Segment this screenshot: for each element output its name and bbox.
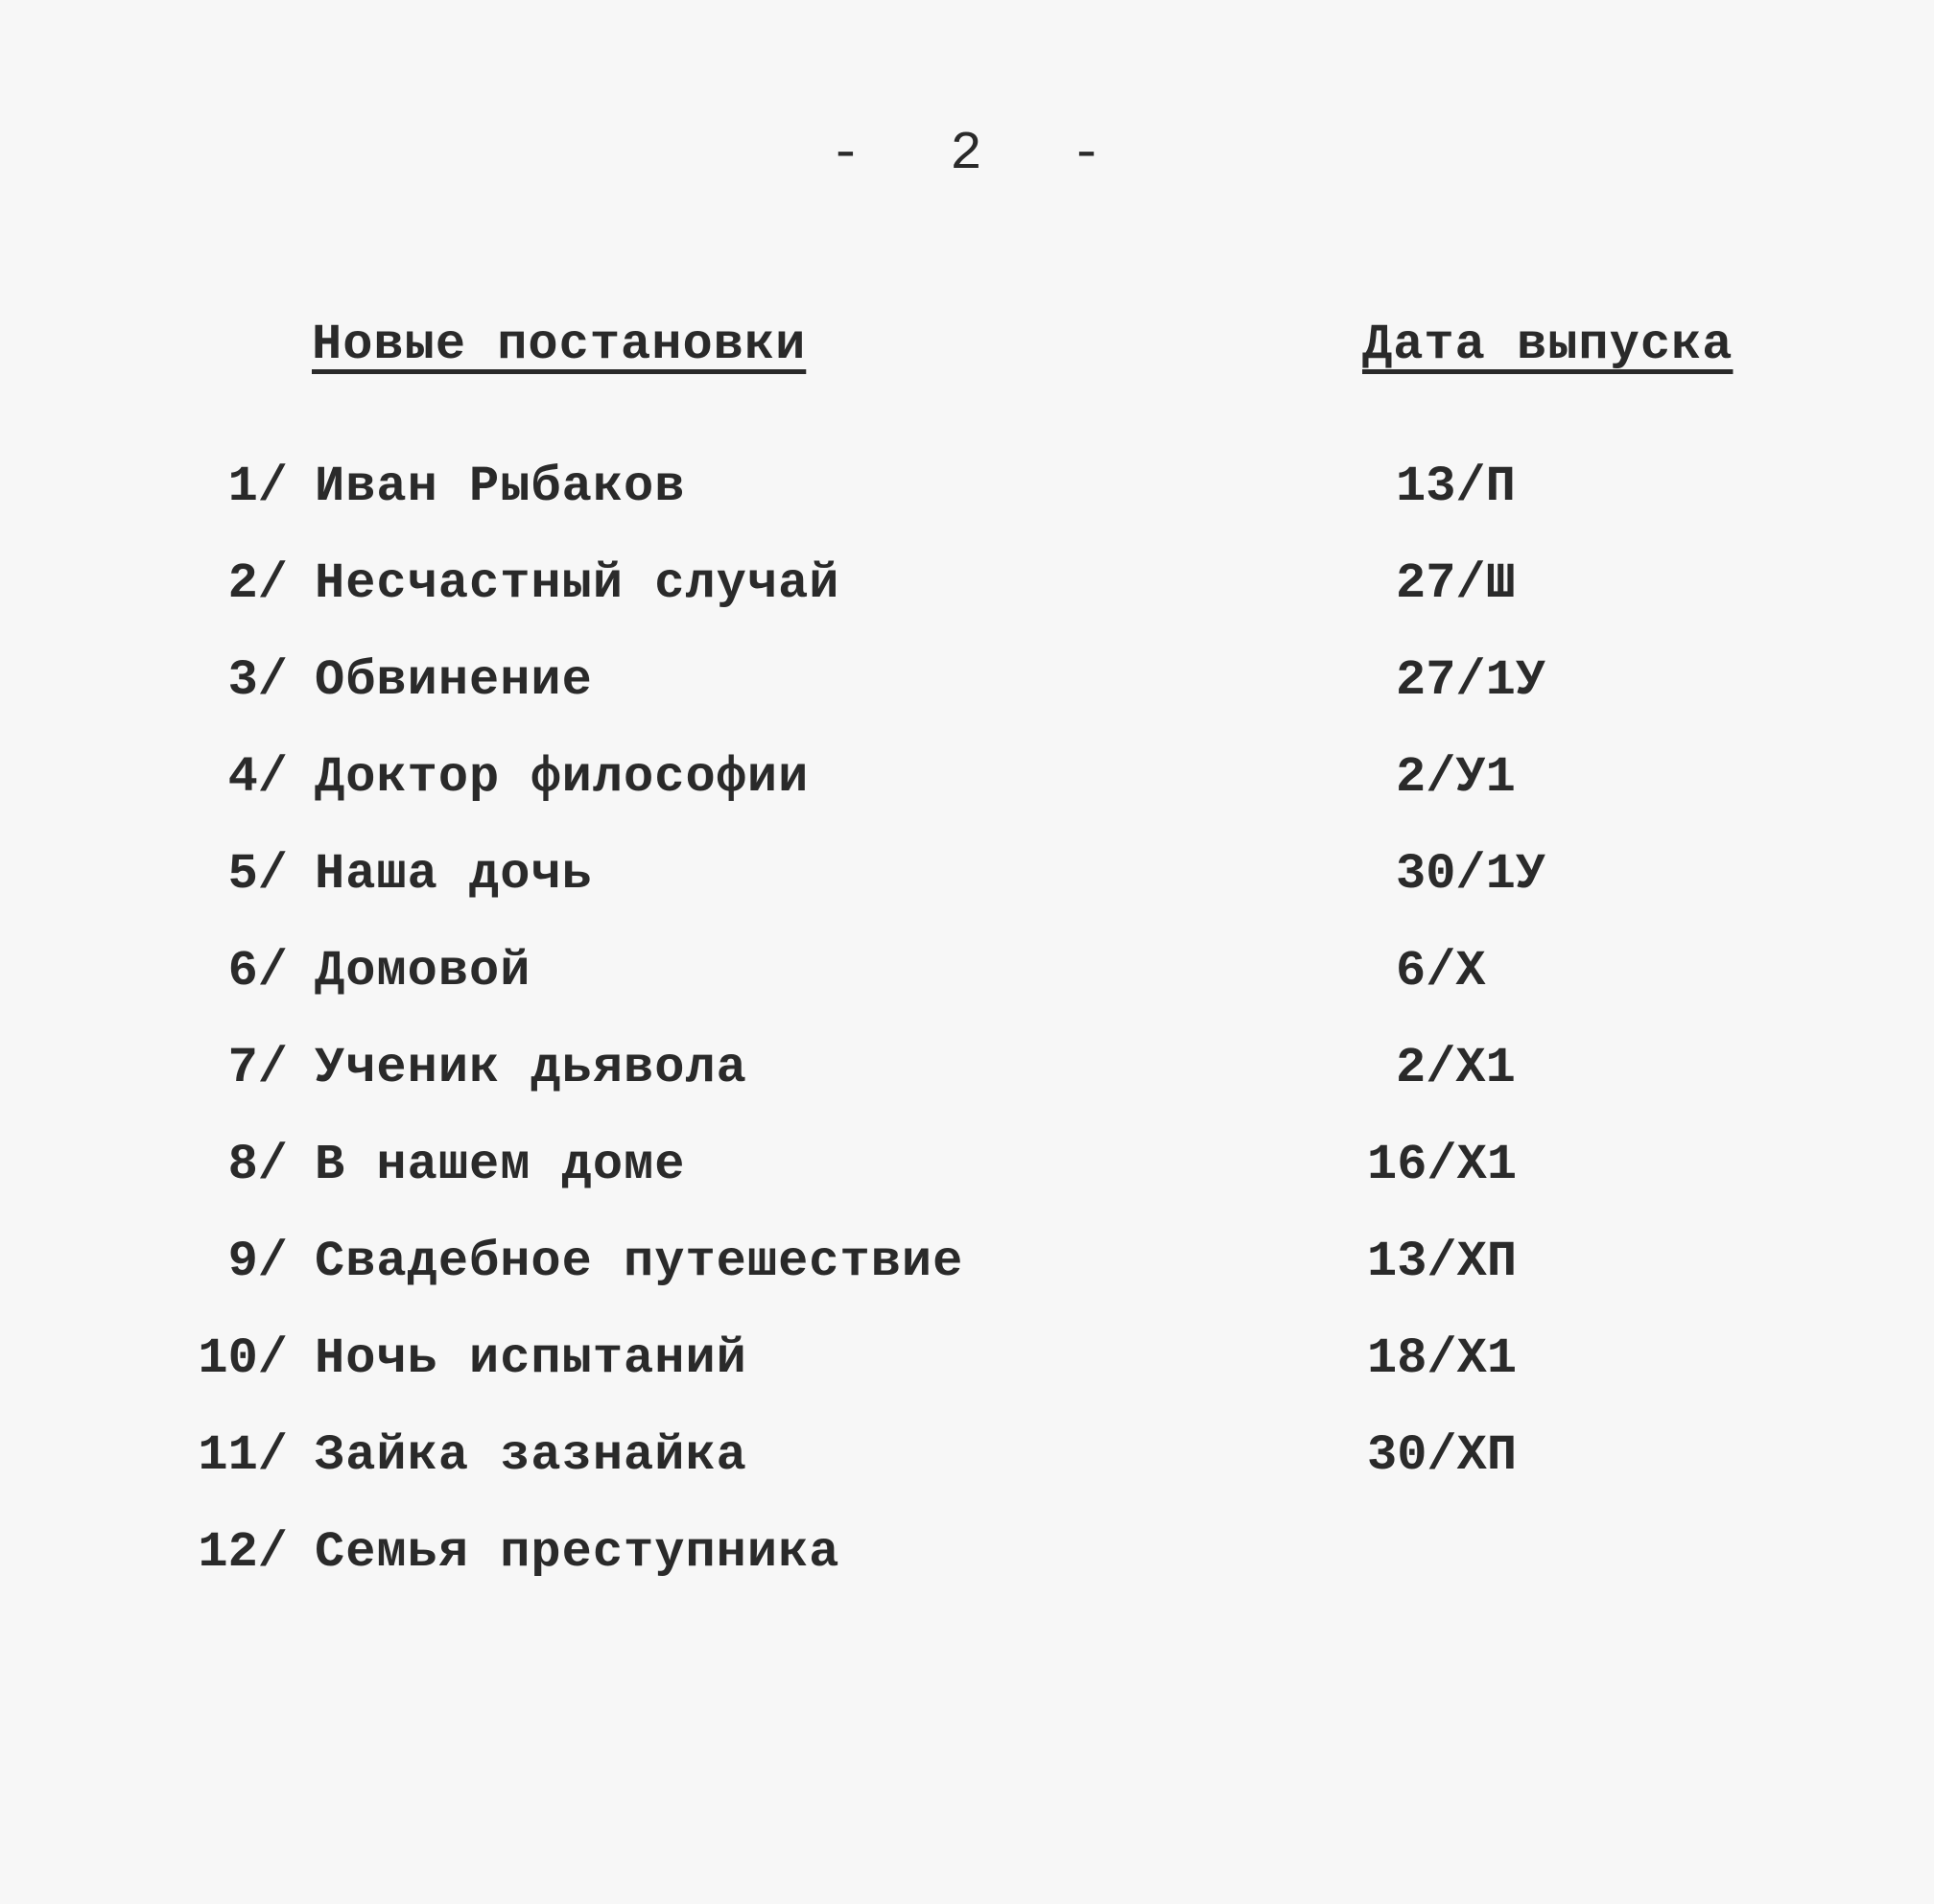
list-item [0, 749, 1934, 846]
item-date: 30/1У [1396, 846, 1546, 903]
item-title: В нашем доме [315, 1137, 686, 1193]
item-number: 4/ [227, 749, 288, 806]
item-number: 3/ [227, 652, 288, 709]
column-header-title: Новые постановки [312, 317, 807, 373]
list-item [0, 1040, 1934, 1137]
item-title: Иван Рыбаков [315, 458, 686, 515]
item-title: Наша дочь [315, 846, 593, 903]
item-date: 2/Х1 [1396, 1040, 1516, 1096]
productions-list [0, 458, 1934, 1621]
item-title: Семья преступника [315, 1524, 840, 1581]
item-title: Обвинение [315, 652, 593, 709]
item-number: 6/ [227, 943, 288, 999]
list-item [0, 1137, 1934, 1234]
item-number: 10/ [198, 1330, 288, 1387]
list-item [0, 1524, 1934, 1621]
list-item [0, 846, 1934, 943]
item-number: 8/ [227, 1137, 288, 1193]
item-number: 11/ [198, 1427, 288, 1484]
page-number-dash-right: - [1070, 123, 1105, 184]
item-title: Несчастный случай [315, 555, 840, 612]
item-date: 27/Ш [1396, 555, 1516, 612]
item-date: 18/Х1 [1367, 1330, 1518, 1387]
item-number: 9/ [227, 1234, 288, 1290]
item-date: 30/ХП [1367, 1427, 1518, 1484]
item-date: 27/1У [1396, 652, 1546, 709]
item-title: Домовой [315, 943, 531, 999]
item-title: Доктор философии [315, 749, 810, 806]
item-title: Ученик дьявола [315, 1040, 747, 1096]
list-item [0, 943, 1934, 1040]
item-title: Свадебное путешествие [315, 1234, 964, 1290]
item-date: 13/ХП [1367, 1234, 1518, 1290]
list-item [0, 1234, 1934, 1330]
column-header-date: Дата выпуска [1362, 317, 1734, 373]
list-item [0, 652, 1934, 749]
list-item [0, 458, 1934, 555]
list-item [0, 1330, 1934, 1427]
item-number: 12/ [198, 1524, 288, 1581]
page-number-dash-left: - [829, 123, 864, 184]
list-item [0, 555, 1934, 652]
item-number: 1/ [227, 458, 288, 515]
item-number: 5/ [227, 846, 288, 903]
item-number: 7/ [227, 1040, 288, 1096]
item-date: 6/Х [1396, 943, 1486, 999]
page-number: 2 [950, 123, 984, 184]
item-number: 2/ [227, 555, 288, 612]
list-item [0, 1427, 1934, 1524]
item-date: 2/У1 [1396, 749, 1516, 806]
item-title: Зайка зазнайка [315, 1427, 747, 1484]
item-date: 16/Х1 [1367, 1137, 1518, 1193]
item-date: 13/П [1396, 458, 1516, 515]
page-number-line [0, 123, 1934, 184]
item-title: Ночь испытаний [315, 1330, 747, 1387]
